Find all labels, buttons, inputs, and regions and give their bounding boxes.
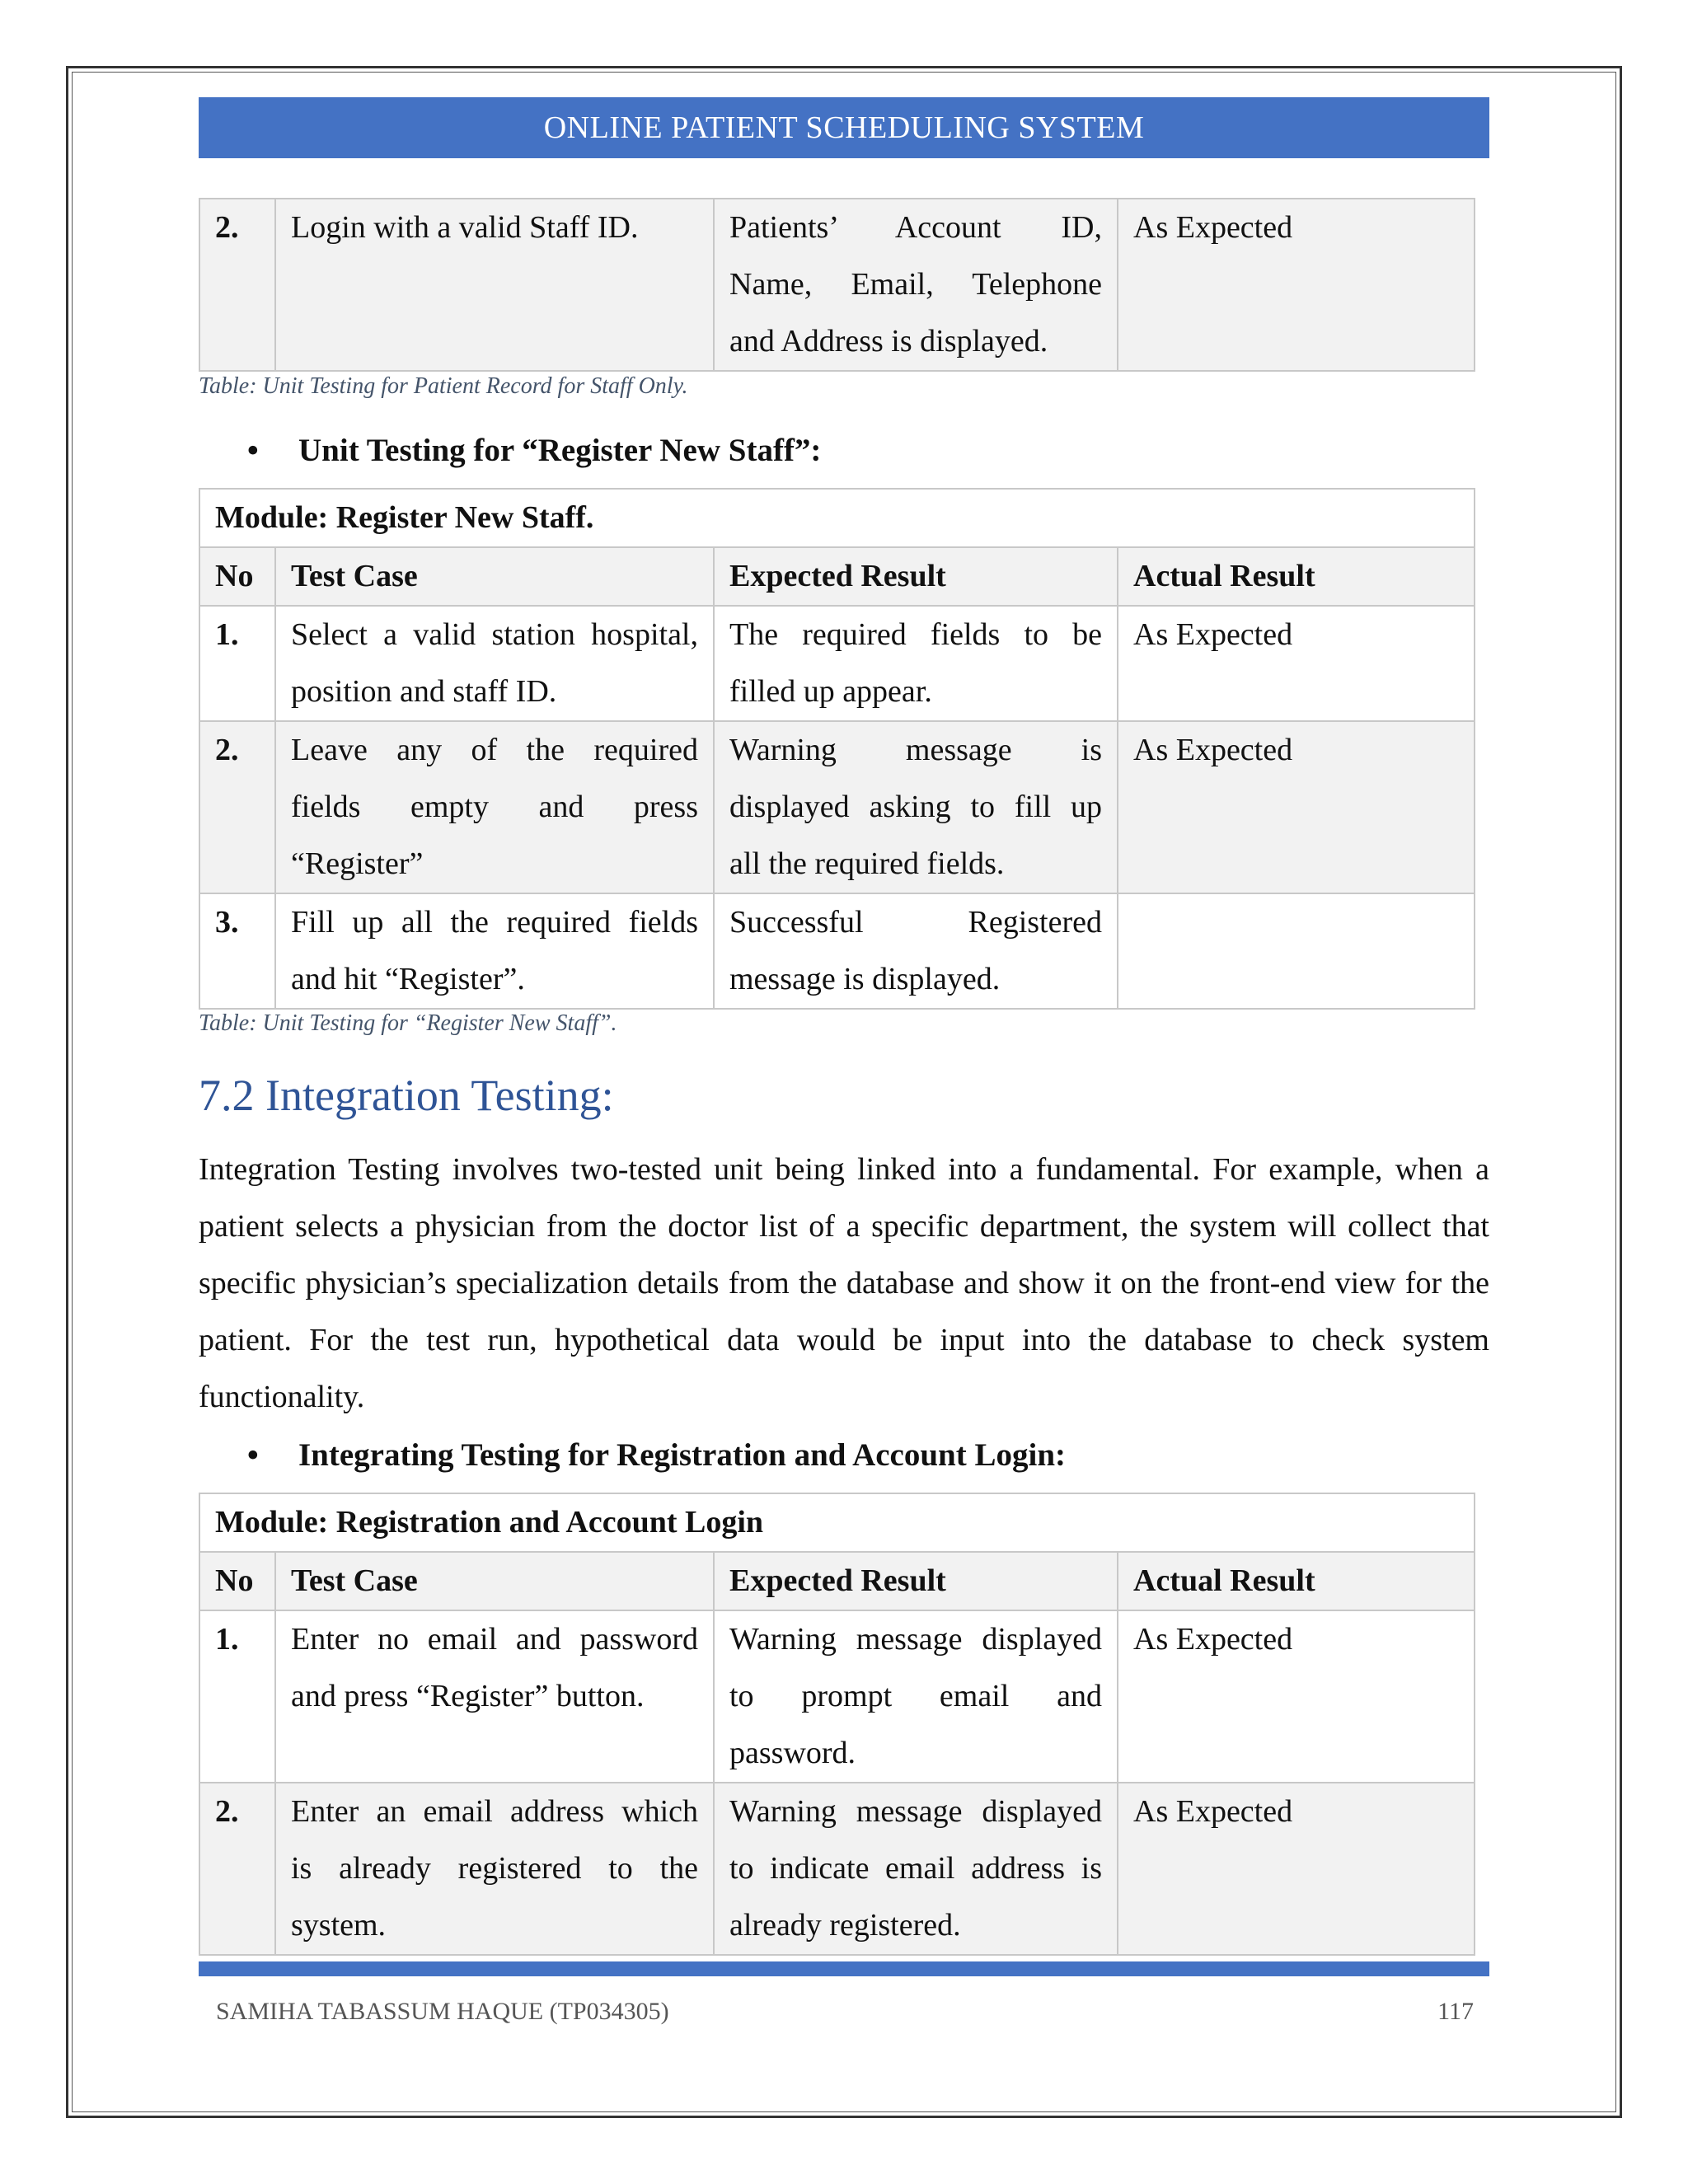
module-title: Module: Register New Staff. xyxy=(199,489,1475,547)
actual-result-cell: As Expected xyxy=(1118,1783,1475,1955)
cell-line: Fill up all the required fields xyxy=(291,905,698,940)
bullet-icon: • xyxy=(247,1437,259,1473)
row-number: 3. xyxy=(199,893,275,1009)
header-row xyxy=(199,1552,1475,1610)
cell-line: to indicate email address is xyxy=(729,1851,1102,1886)
bullet-text: Unit Testing for “Register New Staff”: xyxy=(298,433,822,468)
cell-line: Patients’ Account ID, xyxy=(729,210,1102,245)
row-number: 2. xyxy=(199,199,275,371)
table-row xyxy=(199,893,1475,1009)
table-caption: Table: Unit Testing for “Register New Staff”. xyxy=(199,1010,617,1036)
table-row xyxy=(199,1610,1475,1783)
test-case-cell xyxy=(275,606,714,721)
cell-line: displayed asking to fill up xyxy=(729,790,1102,824)
patient-record-table xyxy=(199,198,1475,372)
page-number: 117 xyxy=(1437,1998,1474,2025)
cell-line: Successful Registered xyxy=(729,905,1102,940)
test-case-cell xyxy=(275,1783,714,1955)
bullet-text: Integrating Testing for Registration and Account Login: xyxy=(298,1437,1067,1473)
footer-author: SAMIHA TABASSUM HAQUE (TP034305) xyxy=(216,1998,669,2025)
register-staff-table xyxy=(199,488,1475,1010)
cell-line: and press “Register” button. xyxy=(291,1679,645,1713)
expected-result-cell xyxy=(714,606,1118,721)
cell-line: system. xyxy=(291,1908,387,1943)
column-header: Test Case xyxy=(275,1552,714,1610)
test-case-cell: Login with a valid Staff ID. xyxy=(275,199,714,371)
column-header: Actual Result xyxy=(1118,1552,1475,1610)
actual-result-cell: As Expected xyxy=(1118,721,1475,893)
cell-line: already registered. xyxy=(729,1908,961,1943)
test-case-cell xyxy=(275,893,714,1009)
cell-line: Select a valid station hospital, xyxy=(291,617,698,652)
cell-line: and Address is displayed. xyxy=(729,324,1048,359)
body-paragraph: Integration Testing involves two-tested unit being linked into a fundamental. For example, when a patient selects a physician from the doctor list of a specific department, the system will collect that specific physician’s specialization details from the database and show it on the front-end view for the patient. For the test run, hypothetical data would be input into the database to check system functionality. xyxy=(199,1152,1489,1414)
expected-result-cell xyxy=(714,1783,1118,1955)
cell-line: message is displayed. xyxy=(729,962,1001,996)
cell-line: is already registered to the xyxy=(291,1851,698,1886)
expected-result-cell xyxy=(714,199,1118,371)
header-row xyxy=(199,547,1475,606)
cell-line: position and staff ID. xyxy=(291,674,557,709)
cell-line: to prompt email and xyxy=(729,1679,1102,1713)
cell-line: password. xyxy=(729,1736,856,1770)
header-title: ONLINE PATIENT SCHEDULING SYSTEM xyxy=(543,110,1145,145)
actual-result-cell: As Expected xyxy=(1118,199,1475,371)
cell-line: Warning message displayed xyxy=(729,1794,1102,1829)
cell-line: Warning message is xyxy=(729,733,1102,767)
table-row xyxy=(199,199,1475,371)
module-row xyxy=(199,1493,1475,1552)
cell-line: and hit “Register”. xyxy=(291,962,525,996)
table-row xyxy=(199,721,1475,893)
cell-line: Enter an email address which xyxy=(291,1794,698,1829)
table-row xyxy=(199,1783,1475,1955)
column-header: Expected Result xyxy=(714,1552,1118,1610)
cell-line: The required fields to be xyxy=(729,617,1102,652)
registration-login-table xyxy=(199,1493,1475,1956)
cell-line: all the required fields. xyxy=(729,846,1005,881)
column-header: Actual Result xyxy=(1118,547,1475,606)
actual-result-cell: As Expected xyxy=(1118,606,1475,721)
module-title: Module: Registration and Account Login xyxy=(199,1493,1475,1552)
column-header: No xyxy=(199,547,275,606)
footer-divider xyxy=(199,1961,1489,1976)
module-row xyxy=(199,489,1475,547)
row-number: 2. xyxy=(199,1783,275,1955)
cell-line: Leave any of the required xyxy=(291,733,698,767)
expected-result-cell xyxy=(714,893,1118,1009)
table-row xyxy=(199,606,1475,721)
expected-result-cell xyxy=(714,721,1118,893)
cell-line: Name, Email, Telephone xyxy=(729,267,1102,302)
row-number: 1. xyxy=(199,1610,275,1783)
test-case-cell xyxy=(275,1610,714,1783)
cell-line: Warning message displayed xyxy=(729,1622,1102,1657)
cell-line: “Register” xyxy=(291,846,424,881)
row-number: 1. xyxy=(199,606,275,721)
actual-result-cell: As Expected xyxy=(1118,1610,1475,1783)
column-header: No xyxy=(199,1552,275,1610)
actual-result-cell xyxy=(1118,893,1475,1009)
test-case-cell xyxy=(275,721,714,893)
cell-line: Enter no email and password xyxy=(291,1622,698,1657)
document-header xyxy=(199,97,1489,158)
column-header: Test Case xyxy=(275,547,714,606)
row-number: 2. xyxy=(199,721,275,893)
cell-line: fields empty and press xyxy=(291,790,698,824)
table-caption: Table: Unit Testing for Patient Record for Staff Only. xyxy=(199,373,688,399)
column-header: Expected Result xyxy=(714,547,1118,606)
expected-result-cell xyxy=(714,1610,1118,1783)
section-heading: 7.2 Integration Testing: xyxy=(199,1071,614,1120)
bullet-icon: • xyxy=(247,433,259,468)
cell-line: filled up appear. xyxy=(729,674,932,709)
